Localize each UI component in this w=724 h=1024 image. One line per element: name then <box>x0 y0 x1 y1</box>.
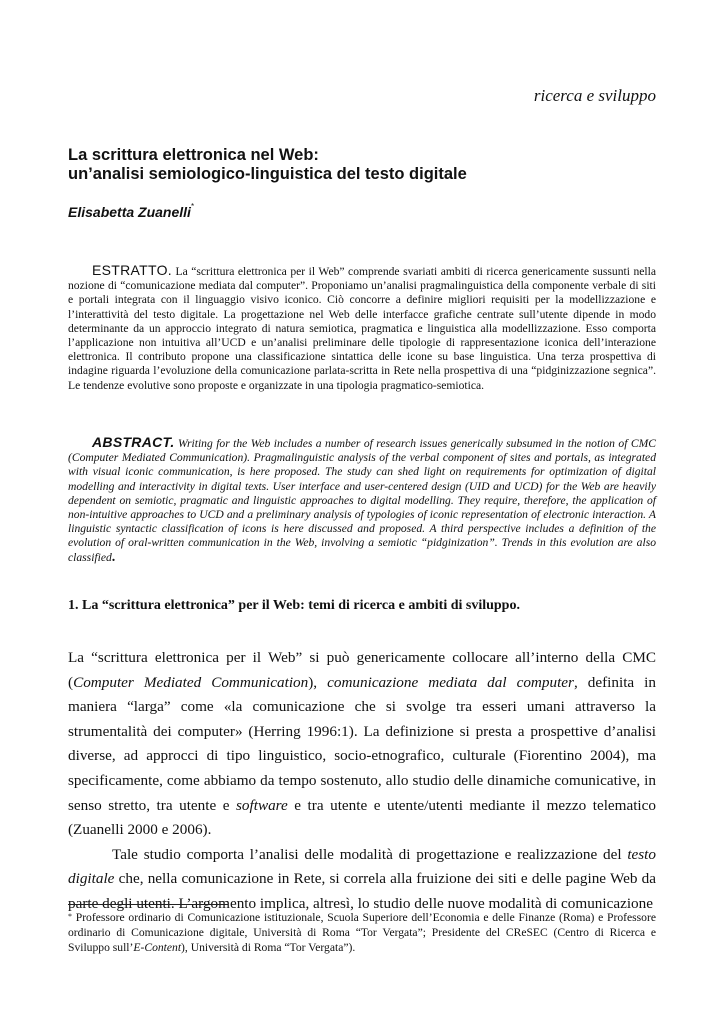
p1-italic-cmc: Computer Mediated Communication <box>73 673 309 691</box>
title-line-1: La scrittura elettronica nel Web: <box>68 146 319 164</box>
estratto-label: ESTRATTO. <box>92 262 172 278</box>
footnote-text-a: Professore ordinario di Comunicazione istituzionale, Scuola Superiore dell’Economia e delle Finanze (Roma) e Professore ordinario di Comunicazione digitale, Università di Roma “Tor Vergata”; Presidente del CReSEC (Centro di Ricerca e Sviluppo sull’ <box>68 911 656 954</box>
body-paragraph-1 <box>68 646 656 843</box>
footnote <box>68 911 656 955</box>
estratto-paragraph <box>68 263 656 393</box>
section-tag: ricerca e sviluppo <box>533 86 656 105</box>
abstract-final-period: . <box>111 549 116 565</box>
author-footnote-mark: * <box>190 202 195 211</box>
body-text <box>68 646 656 917</box>
article-title <box>68 146 658 184</box>
footnote-separator <box>68 904 228 905</box>
p1-text-g: e tra utente e utente/utenti mediante il mezzo telematico (Zuanelli 2000 e 2006). <box>68 796 656 839</box>
section-heading: 1. La “scrittura elettronica” per il Web: temi di ricerca e ambiti di sviluppo. <box>68 598 520 613</box>
p1-italic-comunicazione: comunicazione mediata dal computer <box>327 673 574 691</box>
p2-italic-testo-digitale: testo digitale <box>68 845 656 888</box>
p1-text-a: La “scrittura elettronica per il Web” si può genericamente collocare all’interno della CMC ( <box>68 649 656 691</box>
footnote-italic-econtent: E-Content <box>133 940 182 954</box>
footnote-text-c: ), Università di Roma “Tor Vergata”). <box>181 940 356 954</box>
abstract-text: Writing for the Web includes a number of research issues generically subsumed in the notion of CMC (Computer Mediated Communication). Pragmalinguistic analysis of the verbal component of sites and portals, as integrated with visual iconic communication, is here proposed. The study can shed light on requirements for optimization of digital modelling and interactivity in digital texts. User interface and user-centered design (UID and UCD) for the Web are heavily dependent on semiotic, pragmatic and linguistic approaches to digital modelling. They require, therefore, the application of non-intuitive approaches to UCD and a preliminary analysis of typologies of iconic representation of electronic interaction. A linguistic syntactic classification of icons is here discussed and proposed. A third perspective includes a definition of the evolution of oral-written communication in the Web, involving a semiotic “pidginization”. Trends in this evolution are also classified <box>68 437 656 564</box>
p1-text-e: , definita in maniera “larga” come «la comunicazione che si svolge tra esseri umani attraverso la strumentalità dei computer» (Herring 1996:1). La definizione si presta a prospettive d’analisi diverse, ad approcci di tipo linguistico, socio-etnografico, culturale (Fiorentino 2004), ma specificamente, come abbiamo da tempo sostenuto, allo studio delle dinamiche comunicative, in senso stretto, tra utente e <box>68 673 656 814</box>
body-paragraph-2 <box>68 843 656 917</box>
p1-italic-software: software <box>236 796 288 814</box>
title-line-2: un’analisi semiologico-linguistica del testo digitale <box>68 165 467 183</box>
p1-text-c: ), <box>308 673 328 691</box>
author <box>68 204 194 220</box>
p2-text-a: Tale studio comporta l’analisi delle modalità di progettazione e realizzazione del <box>112 845 628 863</box>
estratto-text: La “scrittura elettronica per il Web” comprende svariati ambiti di ricerca genericamente sussunti nella nozione di “comunicazione mediata dal computer”. Proponiamo un’analisi pragmalinguistica della componente verbale di siti e portali integrata con il linguaggio visivo iconico. Ciò concorre a definire migliori requisiti per la modellizzazione e l’interattività del testo digitale. La progettazione nel Web delle interfacce grafiche centrate sull’utente dipende in modo determinante da un approccio integrato di natura semiotica, pragmatica e linguistica alla modellizzazione. Esso comporta l’applicazione non intuitiva all’UCD e un’analisi preliminare delle tipologie di rappresentazione iconica dell’interazione elettronica. Il contributo propone una classificazione sintattica delle icone su base linguistica. Una terza prospettiva di indagine riguarda l’evoluzione della comunicazione parlata-scritta in Rete nella prospettiva di una “pidginizzazione segnica”. Le tendenze evolutive sono proposte e organizzate in una tipologia pragmatico-semiotica. <box>68 265 656 392</box>
p2-text-c: che, nella comunicazione in Rete, si correla alla fruizione dei siti e delle pagine Web da parte degli utenti. L’argomento implica, altresì, lo studio delle nuove modalità di comunicazione <box>68 870 656 912</box>
abstract-label: ABSTRACT. <box>92 434 175 450</box>
author-name: Elisabetta Zuanelli <box>68 204 191 220</box>
abstract-paragraph <box>68 435 656 565</box>
footnote-mark: * <box>68 912 72 921</box>
